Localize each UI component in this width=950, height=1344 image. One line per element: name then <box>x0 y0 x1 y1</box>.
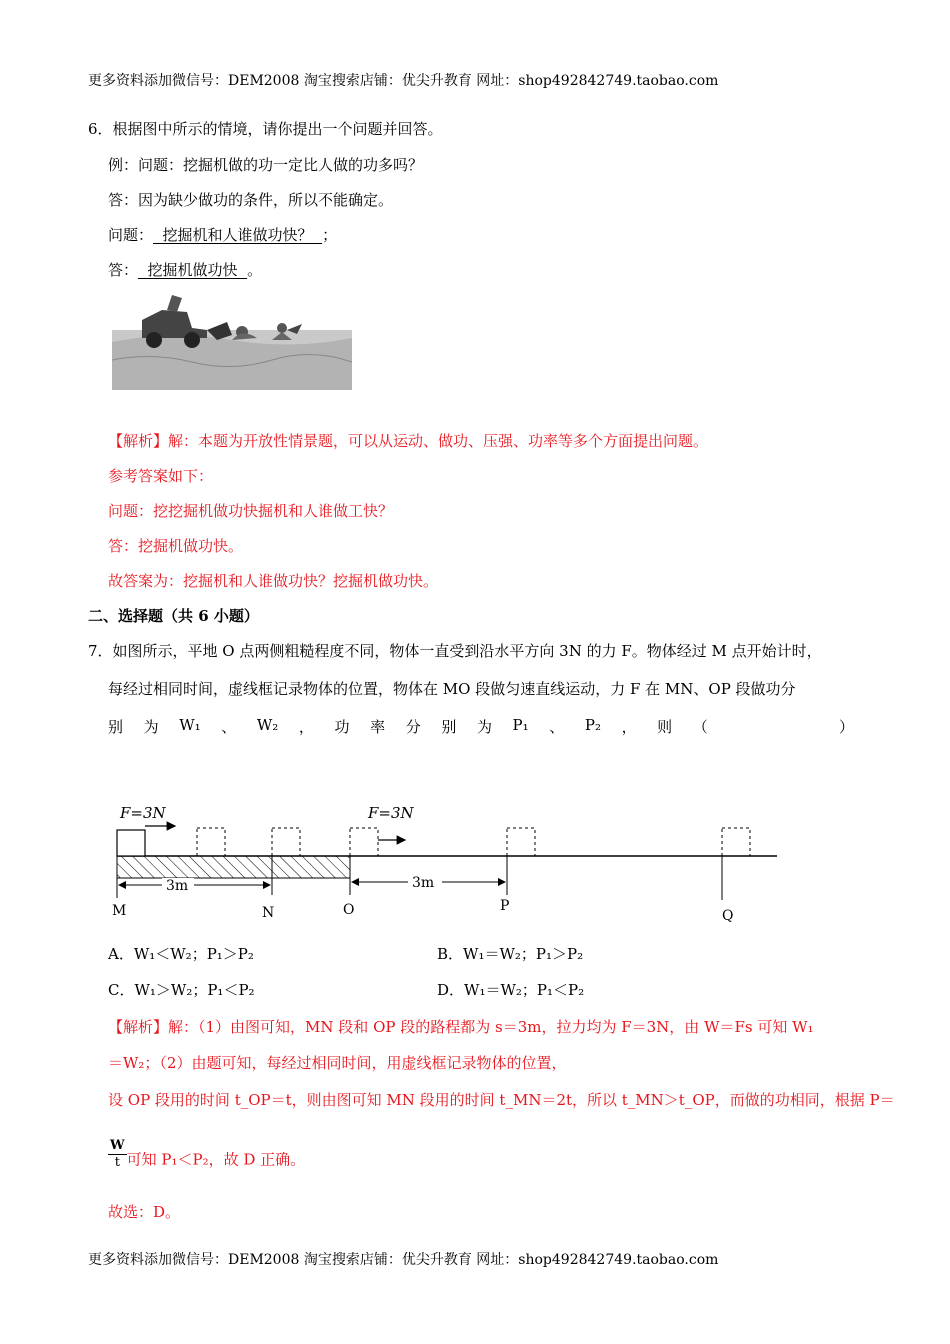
q7-stem-line1: 7．如图所示，平地 O 点两侧粗糙程度不同，物体一直受到沿水平方向 3N 的力 F。物体经过 M 点开始计时， <box>88 642 822 660</box>
q7-token: 分 <box>405 718 421 736</box>
force-label-2: F=3N <box>368 804 414 822</box>
option-b[interactable]: B．W₁＝W₂；P₁＞P₂ <box>437 945 584 963</box>
q7-token: ， <box>298 718 314 736</box>
q6-question-answer: 挖掘机和人谁做功快？ <box>153 226 323 244</box>
object-block <box>117 830 145 856</box>
dashed-position-box <box>350 828 378 856</box>
q7-answer: 故选：D。 <box>108 1203 181 1221</box>
q6-answer-value: 挖掘机做功快 <box>138 261 248 279</box>
point-label-o: O <box>343 902 355 918</box>
q7-token: ， <box>621 718 637 736</box>
page-header: 更多资料添加微信号：DEM2008 淘宝搜索店铺：优尖升教育 网址：shop492842749.taobao.com <box>88 73 719 89</box>
fraction-numerator: W <box>110 1138 125 1153</box>
q7-token: P₁ <box>512 716 529 734</box>
q6-answer-label: 答： <box>108 261 139 279</box>
q7-token: W₂ <box>256 716 279 734</box>
q7-token: 、 <box>221 718 237 736</box>
q7-token: 则 <box>657 718 673 736</box>
q7-token: P₂ <box>584 716 601 734</box>
option-d[interactable]: D．W₁＝W₂；P₁＜P₂ <box>437 981 585 999</box>
fraction-denominator: t <box>114 1155 120 1170</box>
power-fraction <box>108 1138 127 1171</box>
section-title: 二、选择题（共 6 小题） <box>88 607 259 625</box>
point-label-n: N <box>262 905 275 921</box>
q6-example-answer: 答：因为缺少做功的条件，所以不能确定。 <box>108 191 394 209</box>
q7-stem-line3 <box>108 716 854 737</box>
q6-question-line <box>108 224 337 245</box>
q7-token <box>728 716 818 737</box>
q6-analysis: 【解析】解：本题为开放性情景题，可以从运动、做功、压强、功率等多个方面提出问题。 <box>108 432 709 450</box>
distance-label-op: 3m <box>412 875 435 891</box>
option-a[interactable]: A．W₁＜W₂；P₁＞P₂ <box>108 945 254 963</box>
q6-answer-line <box>108 259 262 280</box>
q7-analysis-line4 <box>108 1138 305 1171</box>
dashed-position-box <box>722 828 750 856</box>
dashed-position-box <box>507 828 535 856</box>
point-label-m: M <box>112 903 127 919</box>
q7-token: 、 <box>549 718 565 736</box>
option-c[interactable]: C．W₁＞W₂；P₁＜P₂ <box>108 981 255 999</box>
q7-token: 为 <box>476 718 492 736</box>
q7-token: ） <box>838 718 854 736</box>
point-label-p: P <box>500 898 510 914</box>
q7-analysis-conclusion: 可知 P₁＜P₂，故 D 正确。 <box>126 1150 306 1169</box>
q6-final-answer: 故答案为：挖掘机和人谁做功快？挖掘机做功快。 <box>108 572 439 590</box>
q6-question-label: 问题： <box>108 226 154 244</box>
q7-analysis-line3: 设 OP 段用的时间 t_OP＝t，则由图可知 MN 段用的时间 t_MN＝2t，所以 t_MN＞t_OP，而做的功相同，根据 P＝ <box>108 1091 895 1109</box>
dashed-position-box <box>272 828 300 856</box>
q6-stem: 6．根据图中所示的情境，请你提出一个问题并回答。 <box>88 120 443 138</box>
q7-analysis-line2: ＝W₂；（2）由题可知，每经过相同时间，用虚线框记录物体的位置， <box>108 1054 567 1072</box>
dashed-position-box <box>197 828 225 856</box>
rough-surface <box>117 856 350 878</box>
q6-example-question: 例：问题：挖掘机做的功一定比人做的功多吗？ <box>108 156 424 174</box>
q6-answer-end: 。 <box>247 261 263 279</box>
excavator-scene-image <box>112 290 352 390</box>
q6-reference-answer: 答：挖掘机做功快。 <box>108 537 244 555</box>
q7-token: 为 <box>143 718 159 736</box>
motion-diagram <box>100 790 790 930</box>
q7-token: 别 <box>441 718 457 736</box>
force-label-1: F=3N <box>120 804 166 822</box>
q6-reference-title: 参考答案如下： <box>108 467 214 485</box>
q7-token: 别 <box>108 718 124 736</box>
point-label-q: Q <box>722 908 734 924</box>
q7-token: 功 <box>334 718 350 736</box>
distance-label-mn: 3m <box>166 878 189 894</box>
q7-token: （ <box>692 718 708 736</box>
q6-question-end: ； <box>322 226 338 244</box>
q7-token: W₁ <box>179 716 201 734</box>
page-footer: 更多资料添加微信号：DEM2008 淘宝搜索店铺：优尖升教育 网址：shop492842749.taobao.com <box>88 1252 719 1268</box>
q7-token: 率 <box>370 718 386 736</box>
q7-analysis-line1: 【解析】解：（1）由图可知，MN 段和 OP 段的路程都为 s＝3m，拉力均为 F＝3N，由 W＝Fs 可知 W₁ <box>108 1018 814 1036</box>
q7-stem-line2: 每经过相同时间，虚线框记录物体的位置，物体在 MO 段做匀速直线运动，力 F 在 MN、OP 段做功分 <box>108 680 796 698</box>
q6-reference-question: 问题：挖挖掘机做功快掘机和人谁做工快？ <box>108 502 394 520</box>
